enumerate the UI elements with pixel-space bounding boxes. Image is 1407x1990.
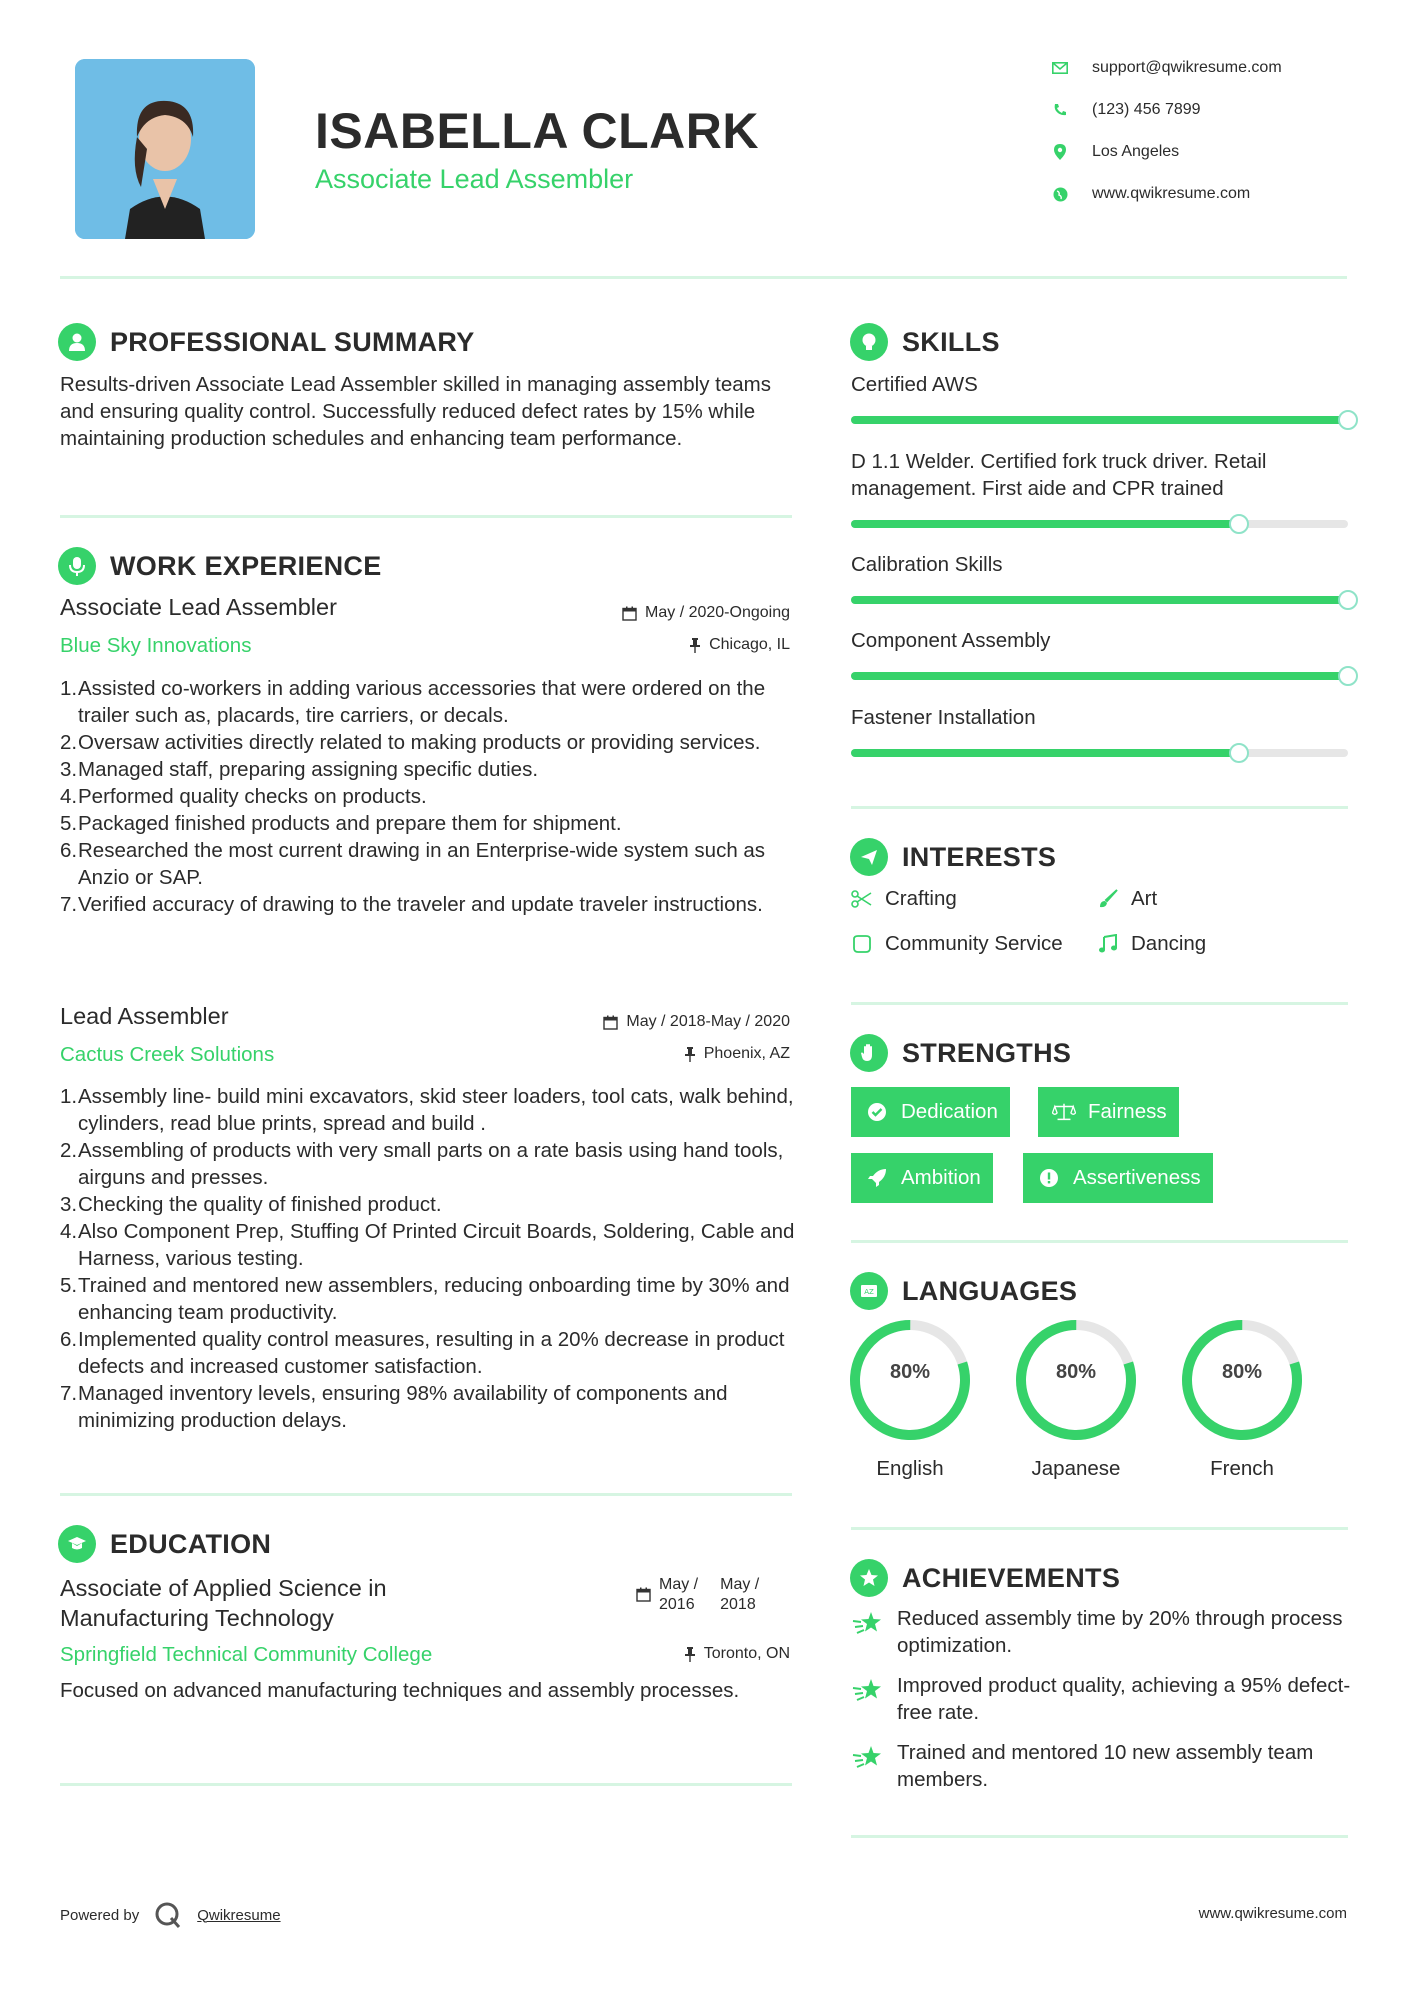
pin-icon: [684, 1647, 696, 1662]
language-name: French: [1210, 1457, 1274, 1480]
contact-email[interactable]: [1050, 58, 1350, 78]
education-heading: EDUCATION: [110, 1528, 272, 1559]
calendar-icon: [636, 1587, 651, 1602]
shooting-star-icon: [851, 1609, 887, 1639]
skill-bar-knob: [1338, 590, 1358, 610]
list-item: Assisted co-workers in adding various accessories that were ordered on the trailer such as, placards, tire carriers, or decals.: [78, 677, 766, 727]
achievements-heading: ACHIEVEMENTS: [902, 1562, 1121, 1593]
achievement-item: Trained and mentored 10 new assembly team members.: [851, 1739, 1351, 1793]
lightbulb-icon: [850, 323, 888, 361]
contact-email-text: support@qwikresume.com: [1092, 59, 1282, 76]
language-percent: 80%: [1221, 1361, 1263, 1383]
skill-bar-fill: [851, 596, 1348, 604]
language-percent: 80%: [889, 1361, 931, 1383]
mail-icon: [1050, 58, 1070, 78]
contact-location: [1050, 142, 1350, 162]
interest-item: Art: [1097, 887, 1157, 911]
header-divider: [60, 276, 1347, 279]
job-1-company: Blue Sky Innovations: [60, 634, 252, 657]
contact-phone-text: (123) 456 7899: [1092, 101, 1201, 118]
calendar-icon: [622, 606, 637, 621]
brand-link[interactable]: Qwikresume: [197, 1906, 281, 1924]
footer-website[interactable]: www.qwikresume.com: [1198, 1905, 1347, 1922]
summary-section-header: [58, 323, 475, 361]
languages-heading: LANGUAGES: [902, 1275, 1078, 1306]
skill-name: Fastener Installation: [851, 706, 1036, 729]
skill-name: Component Assembly: [851, 629, 1051, 652]
job-2-location: [684, 1045, 790, 1063]
list-item: Checking the quality of finished product.: [78, 1193, 442, 1216]
profile-photo: [75, 59, 255, 239]
job-1-location: [689, 636, 790, 654]
language-item: [1177, 1315, 1307, 1481]
contact-location-text: Los Angeles: [1092, 143, 1180, 160]
check-circle-icon: [865, 1100, 889, 1124]
skill-bar: [851, 672, 1348, 680]
job-2-dates: [603, 1013, 790, 1031]
contact-website-text: www.qwikresume.com: [1092, 185, 1251, 202]
skill-bar-knob: [1229, 514, 1249, 534]
job-2-duties: [60, 1083, 800, 1434]
list-item: Also Component Prep, Stuffing Of Printed Circuit Boards, Soldering, Cable and Harness, various testing.: [78, 1220, 795, 1270]
strength-badge: Dedication: [851, 1087, 1010, 1137]
languages-section-header: [850, 1272, 1077, 1310]
qwikresume-logo-icon: [153, 1900, 183, 1930]
list-item: Managed staff, preparing assigning specific duties.: [78, 758, 539, 781]
experience-heading: WORK EXPERIENCE: [110, 550, 382, 581]
job-1-location-text: Chicago, IL: [709, 636, 790, 653]
skill-bar: [851, 749, 1348, 757]
skills-heading: SKILLS: [902, 326, 1000, 357]
skill-bar-knob: [1338, 666, 1358, 686]
education-end: May / 2018: [720, 1576, 760, 1613]
achievements-divider: [851, 1835, 1348, 1838]
candidate-name: ISABELLA CLARK: [315, 103, 760, 159]
skill-name: D 1.1 Welder. Certified fork truck driver. Retail management. First aide and CPR trained: [851, 450, 1267, 500]
skills-section-header: [850, 323, 1000, 361]
job-2-dates-text: May / 2018-May / 2020: [626, 1013, 790, 1030]
candidate-title: Associate Lead Assembler: [315, 164, 634, 194]
language-item: [1011, 1315, 1141, 1481]
language-item: [845, 1315, 975, 1481]
skill-bar-fill: [851, 416, 1348, 424]
education-degree: Associate of Applied Science in Manufacturing Technology: [60, 1575, 387, 1631]
language-icon: [850, 1272, 888, 1310]
list-item: Assembling of products with very small parts on a rate basis using hand tools, airguns and presses.: [78, 1139, 784, 1189]
strengths-divider: [851, 1240, 1348, 1243]
skill-name: Calibration Skills: [851, 553, 1003, 576]
scales-icon: [1052, 1100, 1076, 1124]
pin-icon: [689, 638, 701, 653]
exclamation-circle-icon: [1037, 1166, 1061, 1190]
language-name: English: [876, 1457, 944, 1480]
music-note-icon: [1097, 933, 1119, 955]
summary-heading: PROFESSIONAL SUMMARY: [110, 326, 475, 357]
paper-plane-icon: [850, 838, 888, 876]
list-item: Assembly line- build mini excavators, skid steer loaders, tool cats, walk behind, cylinders, read blue prints, spread and build .: [78, 1085, 794, 1135]
skills-divider: [851, 806, 1348, 809]
skill-bar-fill: [851, 749, 1239, 757]
achievements-section-header: [850, 1559, 1120, 1597]
interests-divider: [851, 1002, 1348, 1005]
interests-section-header: [850, 838, 1056, 876]
strengths-section-header: [850, 1034, 1071, 1072]
strength-badge: Assertiveness: [1023, 1153, 1213, 1203]
graduation-icon: [58, 1525, 96, 1563]
achievement-item: Improved product quality, achieving a 95% defect-free rate.: [851, 1672, 1351, 1726]
paintbrush-icon: [1097, 888, 1119, 910]
job-1-role: Associate Lead Assembler: [60, 594, 337, 620]
list-item: Researched the most current drawing in an Enterprise-wide system such as Anzio or SAP.: [78, 839, 766, 889]
shooting-star-icon: [851, 1743, 887, 1773]
education-location-text: Toronto, ON: [703, 1645, 790, 1662]
list-item: Managed inventory levels, ensuring 98% availability of components and minimizing production delays.: [78, 1382, 728, 1432]
globe-icon: [1050, 184, 1070, 204]
hand-icon: [850, 1034, 888, 1072]
job-2-location-text: Phoenix, AZ: [703, 1045, 790, 1062]
skill-name: Certified AWS: [851, 373, 978, 396]
contact-website[interactable]: [1050, 184, 1350, 204]
powered-by-label: Powered by: [60, 1906, 140, 1924]
achievement-item: Reduced assembly time by 20% through process optimization.: [851, 1605, 1351, 1659]
mic-icon: [58, 547, 96, 585]
skill-bar-knob: [1229, 743, 1249, 763]
skill-bar-fill: [851, 672, 1348, 680]
list-item: Verified accuracy of drawing to the traveler and update traveler instructions.: [78, 893, 763, 916]
summary-divider: [60, 515, 792, 518]
experience-divider: [60, 1493, 792, 1496]
map-pin-icon: [1050, 142, 1070, 162]
skill-bar: [851, 520, 1348, 528]
education-divider: [60, 1783, 792, 1786]
svg-text:AZ: AZ: [864, 1288, 874, 1296]
pin-icon: [684, 1047, 696, 1062]
skill-bar: [851, 596, 1348, 604]
user-icon: [58, 323, 96, 361]
list-item: Trained and mentored new assemblers, reducing onboarding time by 30% and enhancing team productivity.: [78, 1274, 790, 1324]
language-percent: 80%: [1055, 1361, 1097, 1383]
phone-icon: [1050, 100, 1070, 120]
interest-item: Crafting: [851, 887, 957, 911]
footer-powered: [60, 1900, 281, 1930]
contact-phone[interactable]: [1050, 100, 1350, 120]
interest-item: Community Service: [851, 932, 1063, 956]
list-item: Implemented quality control measures, resulting in a 20% decrease in product defects and increased customer satisfaction.: [78, 1328, 785, 1378]
language-name: Japanese: [1031, 1457, 1121, 1480]
education-school: Springfield Technical Community College: [60, 1643, 433, 1666]
interest-item: Dancing: [1097, 932, 1206, 956]
skill-bar-fill: [851, 520, 1239, 528]
list-item: Oversaw activities directly related to making products or providing services.: [78, 731, 761, 754]
job-2-role: Lead Assembler: [60, 1003, 229, 1029]
list-item: Packaged finished products and prepare them for shipment.: [78, 812, 622, 835]
strengths-heading: STRENGTHS: [902, 1037, 1072, 1068]
education-start: May / 2016: [659, 1576, 699, 1613]
shooting-star-icon: [851, 1676, 887, 1706]
interests-heading: INTERESTS: [902, 841, 1057, 872]
job-1-dates-text: May / 2020-Ongoing: [645, 604, 790, 621]
education-section-header: [58, 1525, 271, 1563]
strength-badge: Fairness: [1038, 1087, 1179, 1137]
rocket-icon: [865, 1166, 889, 1190]
summary-text: Results-driven Associate Lead Assembler skilled in managing assembly teams and ensuring quality control. Successfully reduced defect rates by 15% while maintaining production schedules and enhancing team performance.: [60, 373, 772, 450]
job-1-dates: [622, 604, 790, 622]
skill-bar-knob: [1338, 410, 1358, 430]
job-2-company: Cactus Creek Solutions: [60, 1043, 275, 1066]
strength-badge: Ambition: [851, 1153, 993, 1203]
scissors-icon: [851, 888, 873, 910]
languages-divider: [851, 1527, 1348, 1530]
handshake-icon: [851, 933, 873, 955]
list-item: Performed quality checks on products.: [78, 785, 427, 808]
job-1-duties: [60, 675, 800, 918]
education-location: [684, 1645, 790, 1663]
education-description: Focused on advanced manufacturing techniques and assembly processes.: [60, 1679, 740, 1702]
star-badge-icon: [850, 1559, 888, 1597]
experience-section-header: [58, 547, 382, 585]
education-dates: [636, 1575, 759, 1615]
calendar-icon: [603, 1015, 618, 1030]
skill-bar: [851, 416, 1348, 424]
